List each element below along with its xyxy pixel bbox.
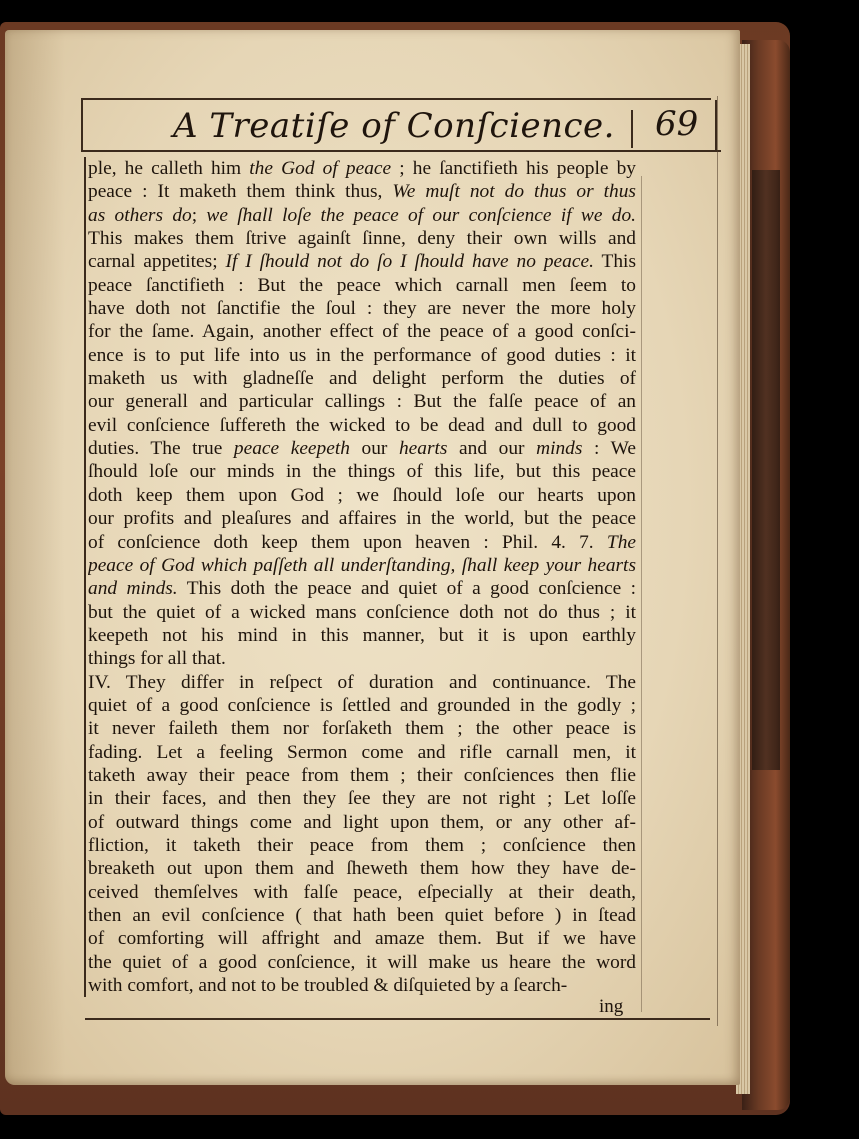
italic-phrase: the God of peace [249,158,392,179]
text-right-rule [641,176,642,1012]
text-line: ence is to put life into us in the performance of good duties : it [88,344,636,366]
text-line: the quiet of a good conſcience, it will make us heare the word [88,951,636,973]
italic-phrase: The [606,531,636,553]
text-line: ple, he calleth him the God of peace ; he ſanctifieth his people by [88,158,636,179]
head-rule-left [81,98,83,150]
text-line: fading. Let a feeling Sermon come and rifle carnall men, it [88,741,636,763]
text-line: quiet of a good conſcience is ſettled and grounded in the godly ; [88,694,636,716]
page-title: A Treatiſe of Conſcience. [173,106,615,146]
text-line: maketh us with gladneſſe and delight perform the duties of [88,368,636,390]
head-rule-bottom [81,150,721,152]
outer-margin-rule [717,96,718,1026]
italic-phrase: peace of God which paſſeth all underſtanding, ſhall keep your hearts [88,554,636,576]
text-line: keepeth not his mind in this manner, but it is upon earthly [88,624,636,646]
text-line: peace ſanctifieth : But the peace which carnall men ſeem to [88,274,636,296]
text-line: it never faileth them nor forſaketh them ; the other peace is [88,718,636,740]
italic-phrase: If I ſhould not do ſo I ſhould have no peace. [225,251,594,273]
running-head [81,68,721,148]
page-number: 69 [655,104,699,144]
text-line: This makes them ſtrive againſt ſinne, deny their own wills and [88,228,636,250]
text-line: our profits and pleaſures and affaires in the world, but the peace [88,508,636,530]
italic-phrase: we ſhall loſe the peace of our conſcience if we do. [206,204,636,226]
italic-phrase: and minds. [88,578,178,600]
text-line: IV. They differ in reſpect of duration and continuance. The [88,671,636,693]
cover-band [752,170,780,770]
text-line: have doth not ſanctifie the ſoul : they are never the more holy [88,298,636,320]
text-line: duties. The true peace keepeth our hearts and our minds : We [88,438,636,460]
text-line: things for all that. [88,648,226,670]
text-line: for the ſame. Again, another effect of the peace of a good conſci- [88,321,636,343]
head-rule-top [81,98,711,100]
text-line [88,554,636,577]
text-line: breaketh out upon them and ſheweth them how they have de- [88,858,636,880]
text-line: and minds. This doth the peace and quiet of a good conſcience : [88,578,636,600]
page-gutter-shadow [5,30,65,1085]
body-text [84,157,636,997]
catchword: ing [599,996,624,1017]
text-line: peace : It maketh them think thus, We muſt not do thus or thus [88,181,636,203]
text-line: evil conſcience ſuffereth the wicked to be dead and dull to good [88,414,636,436]
text-line: of conſcience doth keep them upon heaven : Phil. 4. 7. The [88,531,636,553]
text-line: then an evil conſcience ( that hath been quiet before ) in ſtead [88,905,636,926]
text-line: but the quiet of a wicked mans conſcience doth not do thus ; it [88,601,636,623]
italic-phrase: minds [536,438,583,460]
text-line: with comfort, and not to be troubled & diſquieted by a ſearch- [88,975,568,997]
text-line: of comforting will affright and amaze them. But if we have [88,928,636,950]
text-line: fliction, it taketh their peace from them ; conſcience then [88,834,636,856]
text-line: taketh away their peace from them ; their conſciences then flie [88,764,636,786]
italic-phrase: peace keepeth [233,438,350,460]
text-line: in their faces, and then they ſee they are not right ; Let loſſe [88,788,636,810]
bottom-rule [85,1018,710,1020]
text-line: as others do; we ſhall loſe the peace of our conſcience if we do. [88,204,636,226]
italic-phrase: We muſt not do thus or thus [392,181,636,203]
book-page [5,30,740,1085]
italic-phrase: hearts [398,438,448,460]
italic-phrase: as others do [88,204,192,226]
text-line: our generall and particular callings : But the falſe peace of an [88,391,636,413]
text-line: doth keep them upon God ; we ſhould loſe our hearts upon [88,484,636,506]
text-line: of outward things come and light upon them, or any other af- [88,811,636,833]
text-line: ceived themſelves with falſe peace, eſpecially at their death, [88,881,636,903]
text-line: ſhould loſe our minds in the things of this life, but this peace [88,461,636,483]
text-line: carnal appetites; If I ſhould not do ſo I ſhould have no peace. This [88,251,636,273]
head-rule-divider [631,110,633,148]
